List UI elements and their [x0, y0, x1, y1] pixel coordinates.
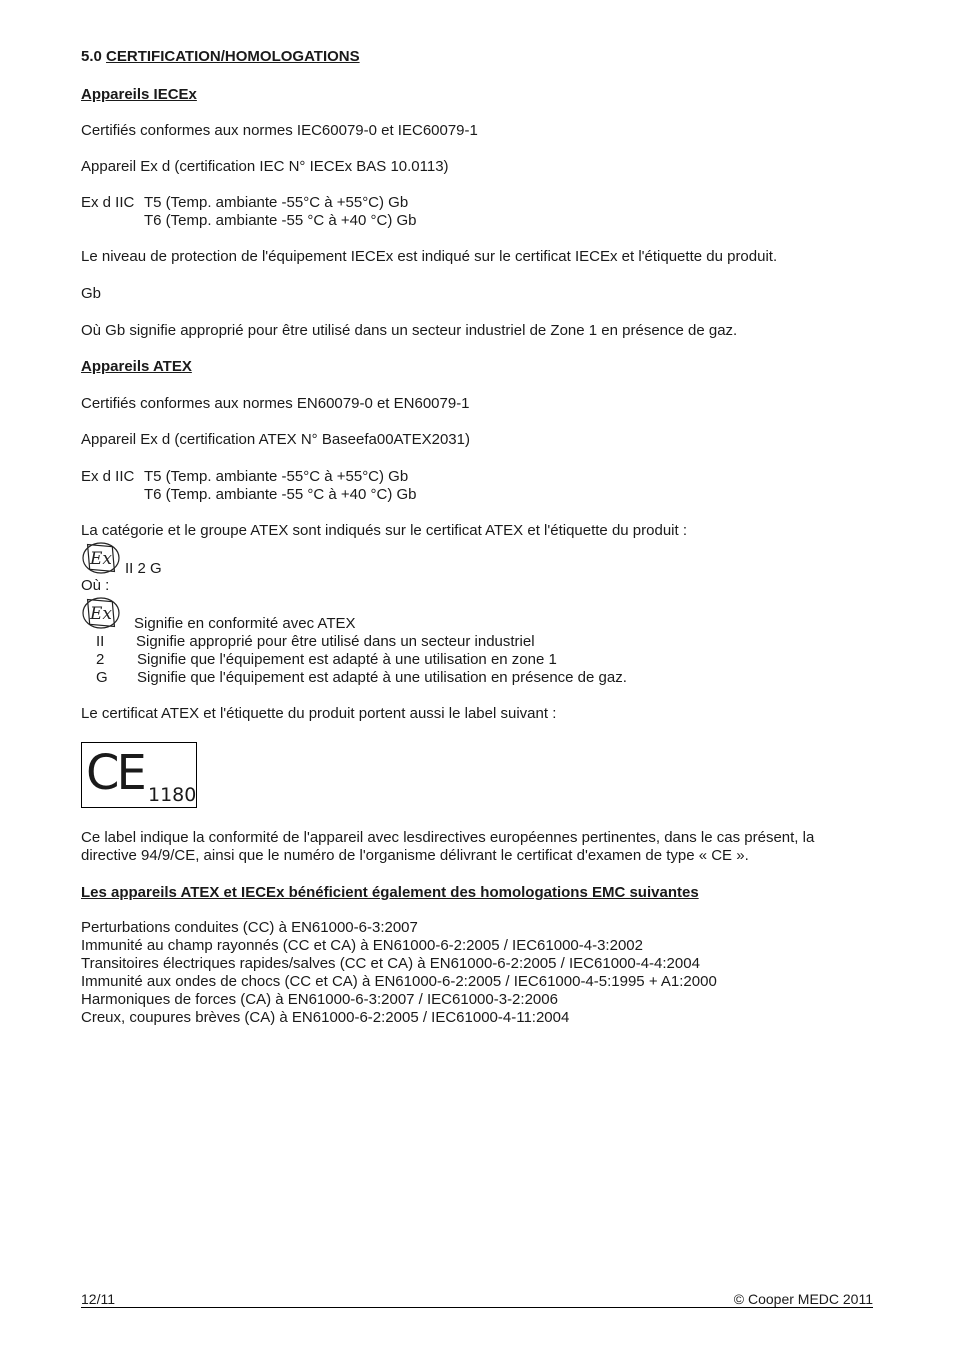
atex-marking: II 2 G — [125, 560, 162, 577]
emc-item: Immunité aux ondes de chocs (CC et CA) à EN61000-6-2:2005 / IEC61000-4-5:1995 + A1:2000 — [81, 973, 717, 990]
iecex-standards: Certifiés conformes aux normes IEC60079-0 et IEC60079-1 — [81, 122, 478, 139]
emc-item: Immunité au champ rayonnés (CC et CA) à EN61000-6-2:2005 / IEC61000-4-3:2002 — [81, 937, 643, 954]
ce-explain-line-2: directive 94/9/CE, ainsi que le numéro de l'organisme délivrant le certificat d'examen de type « CE ». — [81, 847, 749, 864]
atex-label-note: Le certificat ATEX et l'étiquette du produit portent aussi le label suivant : — [81, 705, 557, 722]
legend-key: 2 — [96, 651, 105, 668]
atex-standards: Certifiés conformes aux normes EN60079-0 et EN60079-1 — [81, 395, 470, 412]
svg-text:Ex: Ex — [90, 604, 112, 624]
legend-item: Signifie en conformité avec ATEX — [134, 615, 356, 632]
iecex-certification: Appareil Ex d (certification IEC N° IECEx BAS 10.0113) — [81, 158, 449, 175]
atex-category-note: La catégorie et le groupe ATEX sont indiqués sur le certificat ATEX et l'étiquette du produit : — [81, 522, 687, 539]
ce-label — [81, 742, 197, 808]
atex-where: Où : — [81, 577, 110, 594]
emc-item: Perturbations conduites (CC) à EN61000-6-3:2007 — [81, 919, 418, 936]
footer-page-number: 12/11 — [81, 1291, 115, 1307]
atex-certification: Appareil Ex d (certification ATEX N° Baseefa00ATEX2031) — [81, 431, 470, 448]
footer-divider — [81, 1307, 873, 1308]
ex-hexagon-icon — [81, 596, 121, 630]
iecex-rating-prefix: Ex d IIC — [81, 194, 135, 211]
emc-item: Creux, coupures brèves (CA) à EN61000-6-2:2005 / IEC61000-4-11:2004 — [81, 1009, 570, 1026]
ce-mark: CE — [86, 745, 144, 801]
legend-key: II — [96, 633, 105, 650]
atex-rating-prefix: Ex d IIC — [81, 468, 135, 485]
iecex-level-meaning: Où Gb signifie approprié pour être utilisé dans un secteur industriel de Zone 1 en présence de gaz. — [81, 322, 738, 339]
iecex-level: Gb — [81, 285, 102, 302]
emc-item: Harmoniques de forces (CA) à EN61000-6-3:2007 / IEC61000-3-2:2006 — [81, 991, 558, 1008]
legend-key: G — [96, 669, 108, 686]
legend-item: Signifie que l'équipement est adapté à une utilisation en présence de gaz. — [137, 669, 627, 686]
svg-text:Ex: Ex — [90, 549, 112, 569]
footer-copyright: © Cooper MEDC 2011 — [733, 1291, 873, 1307]
atex-heading: Appareils ATEX — [81, 358, 192, 375]
iecex-protection-note: Le niveau de protection de l'équipement IECEx est indiqué sur le certificat IECEx et l'étiquette du produit. — [81, 248, 778, 265]
ce-number: 1180 — [148, 784, 197, 806]
ex-hexagon-icon — [81, 541, 121, 575]
emc-heading: Les appareils ATEX et IECEx bénéficient également des homologations EMC suivantes — [81, 884, 699, 901]
section-title: CERTIFICATION/HOMOLOGATIONS — [106, 48, 360, 65]
iecex-rating-t5: T5 (Temp. ambiante -55°C à +55°C) Gb — [144, 194, 409, 211]
atex-rating-t5: T5 (Temp. ambiante -55°C à +55°C) Gb — [144, 468, 409, 485]
atex-rating-t6: T6 (Temp. ambiante -55 °C à +40 °C) Gb — [144, 486, 417, 503]
legend-item: Signifie que l'équipement est adapté à une utilisation en zone 1 — [137, 651, 557, 668]
iecex-rating-t6: T6 (Temp. ambiante -55 °C à +40 °C) Gb — [144, 212, 417, 229]
emc-item: Transitoires électriques rapides/salves (CC et CA) à EN61000-6-2:2005 / IEC61000-4-4:2004 — [81, 955, 700, 972]
section-number: 5.0 — [81, 48, 102, 65]
iecex-heading: Appareils IECEx — [81, 86, 197, 103]
section-heading — [81, 48, 360, 66]
legend-item: Signifie approprié pour être utilisé dans un secteur industriel — [136, 633, 535, 650]
ce-explain-line-1: Ce label indique la conformité de l'appareil avec lesdirectives européennes pertinentes, dans le cas présent, la — [81, 829, 815, 846]
